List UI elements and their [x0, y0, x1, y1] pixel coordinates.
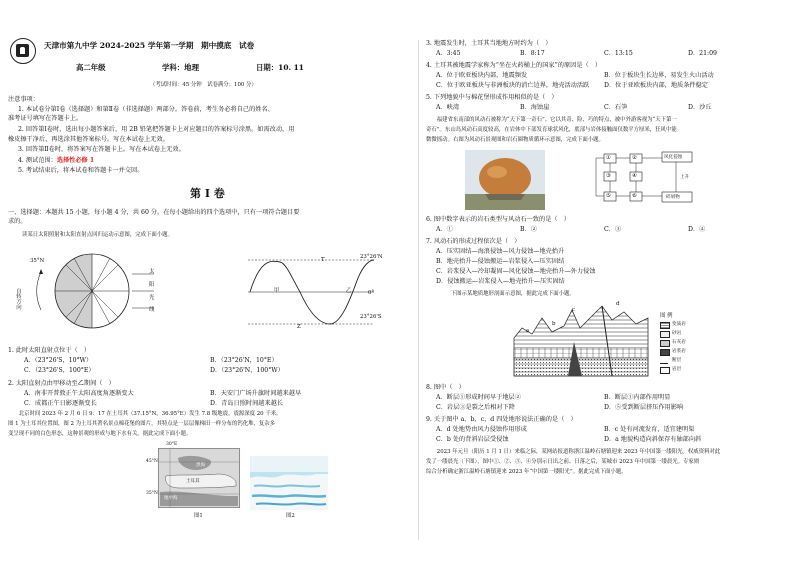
q3-stem: 3. 地震发生时，土耳其当地地方时约为（ ）: [426, 40, 552, 47]
balancing-rock-photo: [465, 150, 545, 210]
legend-title: 图 例: [660, 313, 673, 319]
q8-option-b[interactable]: B．断层①内部作用明显: [604, 394, 671, 401]
q1-stem: 1. 此时太阳直射点位于（ ）: [8, 347, 91, 354]
q2-option-d[interactable]: D．青岛日照时间越来越长: [210, 400, 284, 407]
passage-4-line: 发了一缕晨光（下图），图中①、②、③、④分别示日出之前、日落之后，某城市 2023 年中国第一缕晨光。专家则: [426, 459, 700, 465]
tropic-north-label: 23°26'N: [360, 254, 383, 260]
q5-option-c[interactable]: C．石笋: [604, 104, 628, 111]
exam-title: 天津市第九中学 2024-2025 学年第一学期 期中摸底 试卷: [44, 41, 255, 50]
cycle-node-6: ⑥: [632, 193, 637, 199]
legend-label: 岩层: [672, 367, 682, 372]
legend-swatch: [660, 358, 668, 364]
point-jia: 甲: [274, 288, 280, 294]
notice-item: 2. 回答第Ⅰ卷时，选出每小题答案后，用 2B 铅笔把答题卡上对应题目的答案标号涂黑。如需改动，用: [18, 126, 295, 133]
q6-stem: 6. 图中数字表示的岩石类型与风动石一致的是（ ）: [426, 216, 570, 223]
geo-point-d: d: [616, 301, 620, 307]
figure-lead: 读某日太阳照射和太阳直射点回归运动示意图，完成下面小题。: [22, 232, 173, 238]
map-lat35-label: 35°N: [146, 491, 158, 496]
cycle-node-4: ④: [632, 173, 637, 179]
weathering-label: 风化侵蚀: [664, 155, 683, 160]
q2-option-a[interactable]: A．南非开普敦正午太阳高度角逐渐变大: [24, 390, 134, 397]
passage-4-line: 2023 年元旦（阳历 1 月 1 日）来临之际，某网站报道称浙江温岭石塘镇迎来 2023 年中国第一缕阳光。权威资料对此: [426, 449, 721, 455]
q2-stem: 2. 太阳直射点由甲移动至乙期间（ ）: [8, 380, 115, 387]
q6-option-a[interactable]: A．①: [436, 226, 453, 233]
passage-1-line: 图 1 为土耳其位置图，图 2 为土耳其著名景点棉花堡的图片，其特点是一层层像梯田一样分布的钙化堆，复杂多: [8, 421, 276, 427]
legend-label: 岩浆岩: [672, 349, 686, 354]
map-lat45-label: 45°N: [146, 459, 158, 464]
legend-label: 石灰岩: [672, 340, 686, 345]
geologic-section-diagram: [512, 298, 652, 378]
med-sea-label: 地中海: [164, 496, 178, 501]
sediment-label: 碎屑物: [666, 195, 680, 200]
q7-option-b[interactable]: B．地壳抬升—侵蚀搬运—岩浆侵入—压实固结: [436, 258, 565, 265]
lat-35n-label: 35°N: [30, 258, 45, 264]
point-yi: 乙: [346, 288, 352, 294]
q3-option-b[interactable]: B．8:17: [520, 50, 545, 57]
point-t: T: [321, 257, 325, 263]
legend-label: 砂岩: [672, 331, 682, 336]
q1-option-d[interactable]: D．（23°26'N，100°W）: [210, 367, 284, 374]
passage-1-line: 北京时间 2023 年 2 月 6 日 9：17 在土耳其（37.15°N，36.95°E）发生 7.8 级地震，震源深度 20 千米。: [8, 411, 282, 417]
q2-option-c[interactable]: C．成都正午日影逐渐变长: [24, 400, 97, 407]
notice-heading: 注意事项：: [8, 96, 39, 103]
illumination-figure: [14, 244, 234, 340]
legend-label: 变质岩: [672, 322, 686, 327]
subject-label: 学科：地理: [162, 63, 199, 72]
scope-highlight: 选择性必修 1: [56, 157, 95, 164]
geo-point-b: b: [552, 321, 556, 327]
part-one-intro: 一、选择题：本题共 15 小题，每小题 4 分，共 60 分。在每小题给出的四个选项中，只有一项符合题目要: [8, 209, 300, 216]
q7-option-d[interactable]: D．侵蚀搬运—岩浆侵入—地壳抬升—压实固结: [436, 278, 565, 285]
notice-item: 橡皮擦干净后，再选涂其他答案标号。写在本试卷上无效。: [8, 136, 169, 143]
q3-option-d[interactable]: D．21:09: [688, 50, 717, 57]
q4-option-b[interactable]: B．位于板块生长边界，易发生火山活动: [604, 72, 714, 79]
figure-2-caption: 图2: [286, 513, 295, 519]
column-divider: [418, 40, 419, 540]
exam-timing: （考试时间：45 分钟 试卷满分：100 分）: [150, 82, 257, 88]
legend-swatch: [660, 322, 670, 329]
sunlight-char-2: 阳: [149, 282, 155, 288]
q1-option-a[interactable]: A．（23°26'S，10°W）: [24, 357, 93, 364]
q9-option-b[interactable]: B．c 处有河流发育，适宜建明渠: [604, 426, 695, 433]
q8-option-d[interactable]: D．⑤受到断层挤压作用影响: [604, 404, 684, 411]
q3-option-c[interactable]: C．13:15: [604, 50, 633, 57]
tropic-south-label: 23°26'S: [360, 314, 382, 320]
q7-option-c[interactable]: C．岩浆侵入—冷却凝固—风化侵蚀—地壳抬升—外力侵蚀: [436, 268, 596, 275]
cycle-node-3: ③: [606, 173, 611, 179]
turkey-label: 土耳其: [186, 479, 200, 484]
q7-stem: 7. 风动石的形成过程依次是（ ）: [426, 238, 521, 245]
q5-option-b[interactable]: B．海蚀崖: [520, 104, 550, 111]
cycle-node-5: ⑤: [606, 193, 611, 199]
q6-option-b[interactable]: B．②: [520, 226, 537, 233]
q4-option-c[interactable]: C．位于欧亚板块与非洲板块的消亡边界，地壳活动活跃: [436, 82, 590, 89]
legend-label: 断层: [672, 358, 682, 363]
q6-option-d[interactable]: D．④: [688, 226, 706, 233]
black-sea-label: 黑海: [196, 463, 205, 468]
q9-option-d[interactable]: D．a 地貌构造向斜保存有轴部向斜: [604, 436, 702, 443]
passage-3: 下图示某地质地形剖面示意图，据此完成下面小题。: [440, 291, 575, 297]
q8-stem: 8. 图中（ ）: [426, 384, 465, 391]
q5-stem: 5. 下列地貌中与棉花堡形成作用相似的是（ ）: [426, 94, 558, 101]
legend-swatch: [660, 331, 670, 338]
passage-2-line: 微微摇动。右图为风动石景观图和岩石圈物质循环示意图，完成下面小题。: [426, 137, 604, 143]
equator-label: 0°: [368, 290, 375, 296]
notice-item: 准考证号填写在答题卡上。: [8, 115, 83, 122]
legend-swatch: [660, 340, 670, 347]
sunlight-char-1: 太: [149, 269, 155, 275]
geo-point-a: a: [526, 328, 530, 334]
grade-label: 高二年级: [76, 63, 106, 72]
rotation-label: 自转方向: [15, 288, 21, 310]
q5-option-a[interactable]: A．峡湾: [436, 104, 460, 111]
part-one-intro-cont: 求的。: [8, 218, 27, 225]
passage-2-line: 福建省东南部的风动石被称为“天下第一奇石”。它以其奇、险、巧的特点，被中外游客视为“天下第一: [426, 117, 677, 123]
q4-option-d[interactable]: D．位于亚欧板块内部，地质条件稳定: [604, 82, 708, 89]
cycle-node-1: ①: [606, 155, 611, 161]
q7-option-a[interactable]: A．压实固结—海浪侵蚀—风力侵蚀—地壳抬升: [436, 248, 565, 255]
sunlight-char-4: 线: [149, 307, 155, 313]
notice-item: 1. 本试卷分第Ⅰ卷（选择题）和第Ⅱ卷（非选择题）两部分。答卷前，考生务必将自己的姓名、: [18, 106, 274, 113]
section-title: 第 Ⅰ 卷: [190, 187, 225, 200]
q8-option-a[interactable]: A．断层①形成时间早于地层②: [436, 394, 521, 401]
date-label: 日期：10. 11: [256, 63, 304, 72]
q4-stem: 4. 土耳其被地震学家称为“坐在火药桶上的国家”的原因是（ ）: [426, 62, 602, 69]
q6-option-c[interactable]: C．③: [604, 226, 622, 233]
q8-option-c[interactable]: C．岩层③是裂之后相对下降: [436, 404, 515, 411]
geo-point-c: c: [572, 307, 576, 313]
cycle-node-2: ②: [632, 155, 637, 161]
q5-option-d[interactable]: D．沙丘: [688, 104, 712, 111]
notice-item: 5. 考试结束后，将本试卷和答题卡一并交回。: [18, 167, 144, 174]
sunlight-char-3: 光: [149, 295, 155, 301]
legend-swatch: [660, 367, 670, 374]
map-lon-label: 30°E: [166, 442, 178, 447]
q9-option-a[interactable]: A．d 处地势由风力侵蚀作用形成: [436, 426, 527, 433]
passage-2-line: 奇石”。东山岛风动石高度较高，在岩体中下部发育球状风化，底部与岩体接触面仅数平方厘米，狂风中能: [426, 127, 677, 133]
legend-swatch: [660, 349, 670, 356]
q1-option-b[interactable]: B．（23°26'N，10°E）: [210, 357, 278, 364]
q9-stem: 9. 关于图中 a、b、c、d 四处地形说法正确的是（ ）: [426, 416, 577, 423]
notice-item: 4. 测试范围：选择性必修 1: [18, 157, 95, 164]
point-z: Z: [297, 324, 301, 330]
q2-option-b[interactable]: B．天安门广场升旗时间越来越早: [210, 390, 302, 397]
figure-1-caption: 图1: [194, 513, 203, 519]
notice-item: 3. 回答第Ⅱ卷时，将答案写在答题卡上。写在本试卷上无效。: [18, 146, 185, 153]
passage-4-line: 综合分析确定浙江温岭石塘镇迎来 2023 年“中国第一缕阳光”。据此完成下面小题。: [426, 469, 627, 475]
passage-1-line: 变呈现不同的白色形态，这种景观的形成与地下水有关。据此完成下面小题。: [8, 431, 192, 437]
uplift-label: 上升: [680, 175, 690, 180]
q9-option-c[interactable]: C．b 处的背斜岩层受侵蚀: [436, 436, 509, 443]
school-logo-icon: [10, 38, 36, 64]
q4-option-a[interactable]: A．位于欧亚板块内部，地震频发: [436, 72, 528, 79]
q1-option-c[interactable]: C．（23°26'S，100°E）: [24, 367, 95, 374]
q3-option-a[interactable]: A．3:45: [436, 50, 461, 57]
cotton-castle-photo: [250, 456, 328, 510]
